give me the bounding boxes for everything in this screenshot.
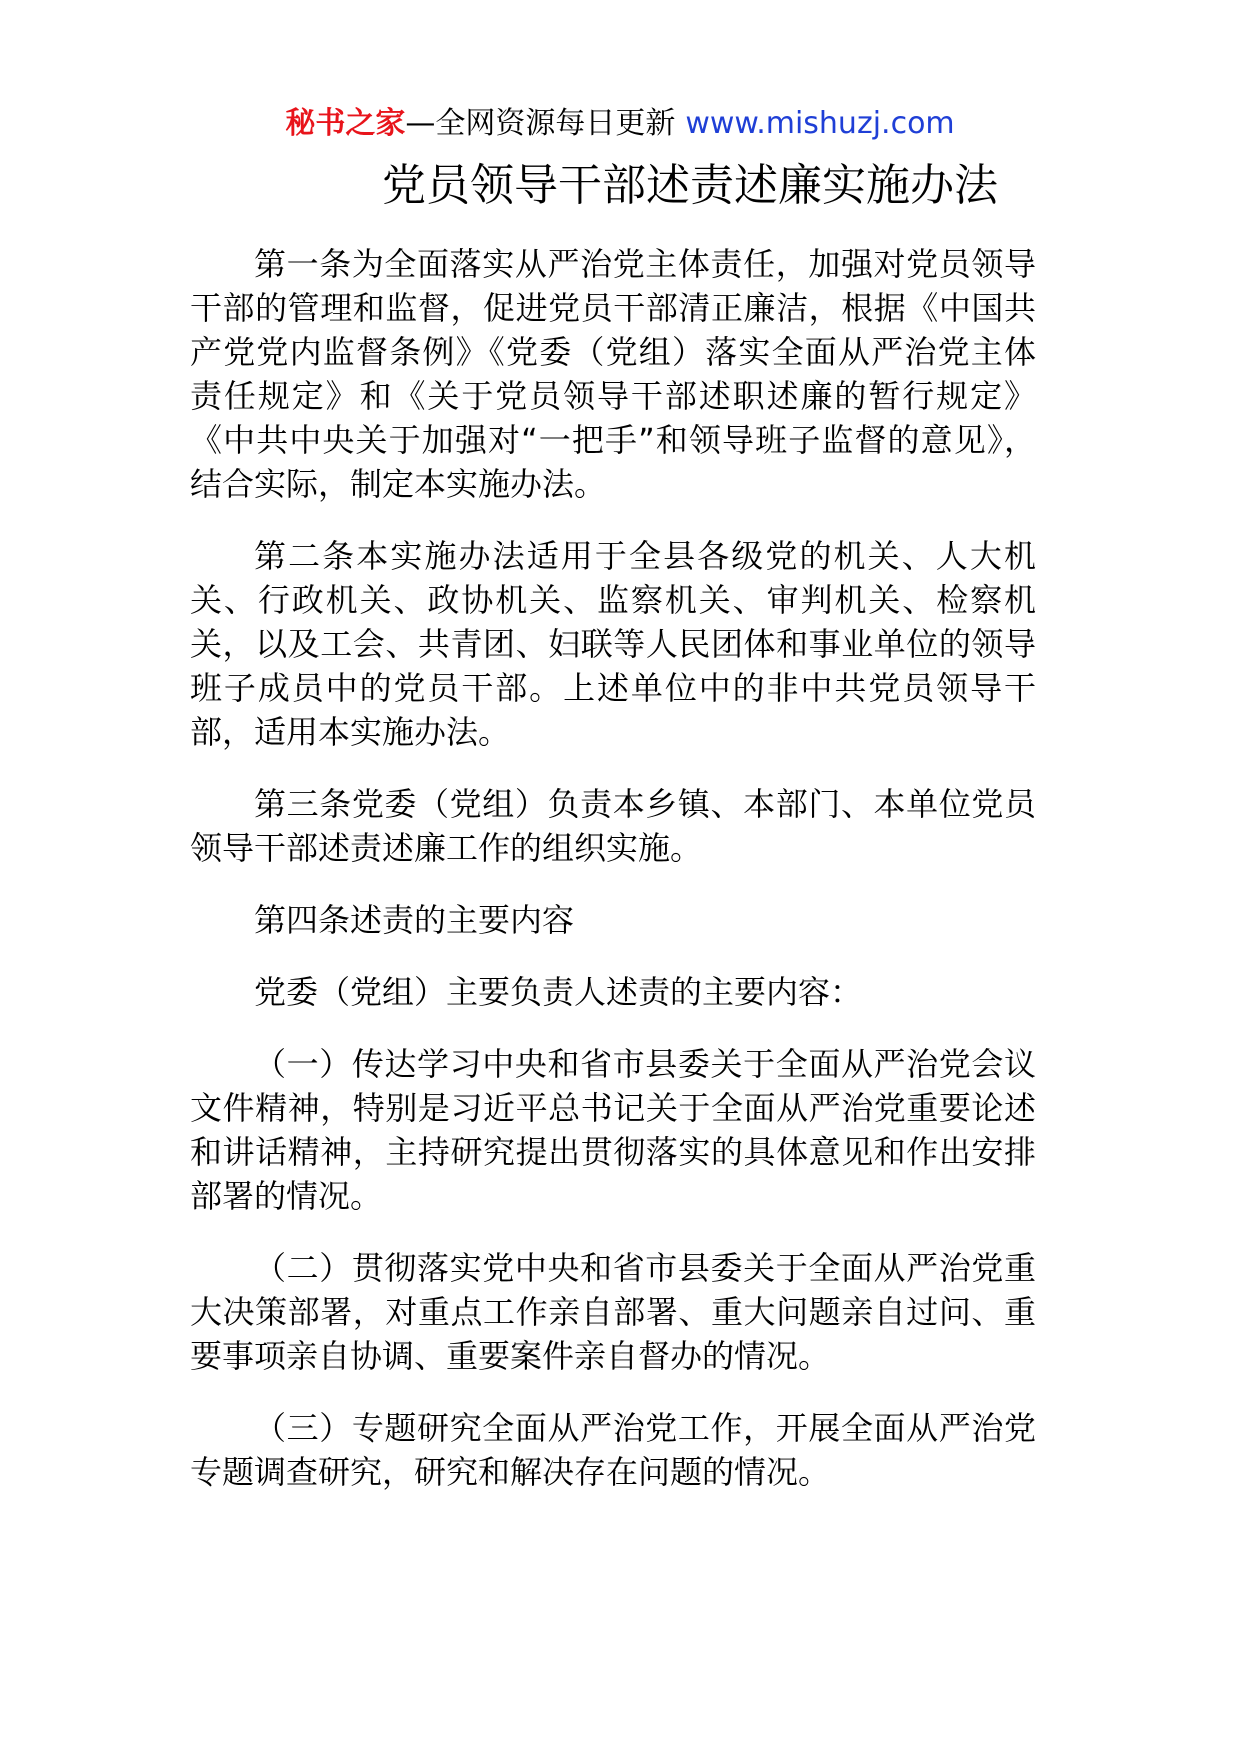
responsibility-intro-paragraph: 党委（党组）主要负责人述责的主要内容： [254, 973, 863, 1011]
site-header [0, 104, 1240, 144]
item-3-paragraph: （三）专题研究全面从严治党工作，开展全面从严治党专题调查研究，研究和解决存在问题的情况。 [190, 1409, 1036, 1491]
article-2-paragraph: 第二条本实施办法适用于全县各级党的机关、人大机关、行政机关、政协机关、监察机关、审判机关、检察机关，以及工会、共青团、妇联等人民团体和事业单位的领导班子成员中的党员干部。上述单位中的非中共党员领导干部，适用本实施办法。 [190, 537, 1036, 751]
site-url-link[interactable]: www.mishuzj.com [685, 106, 955, 141]
document-title: 党员领导干部述责述廉实施办法 [382, 160, 998, 211]
article-4-heading: 第四条述责的主要内容 [254, 901, 575, 939]
article-3-paragraph: 第三条党委（党组）负责本乡镇、本部门、本单位党员领导干部述责述廉工作的组织实施。 [190, 785, 1036, 867]
article-1-paragraph: 第一条为全面落实从严治党主体责任，加强对党员领导干部的管理和监督，促进党员干部清正廉洁，根据《中国共产党党内监督条例》《党委（党组）落实全面从严治党主体责任规定》和《关于党员领导干部述职述廉的暂行规定》《中共中央关于加强对“一把手”和领导班子监督的意见》，结合实际，制定本实施办法。 [190, 245, 1036, 503]
brand-name: 秘书之家 [285, 106, 406, 141]
item-1-paragraph: （一）传达学习中央和省市县委关于全面从严治党会议文件精神，特别是习近平总书记关于全面从严治党重要论述和讲话精神，主持研究提出贯彻落实的具体意见和作出安排部署的情况。 [190, 1045, 1036, 1215]
header-slogan: —全网资源每日更新 [405, 106, 676, 141]
document-body [190, 242, 1036, 1522]
item-2-paragraph: （二）贯彻落实党中央和省市县委关于全面从严治党重大决策部署，对重点工作亲自部署、重大问题亲自过问、重要事项亲自协调、重要案件亲自督办的情况。 [190, 1249, 1036, 1375]
